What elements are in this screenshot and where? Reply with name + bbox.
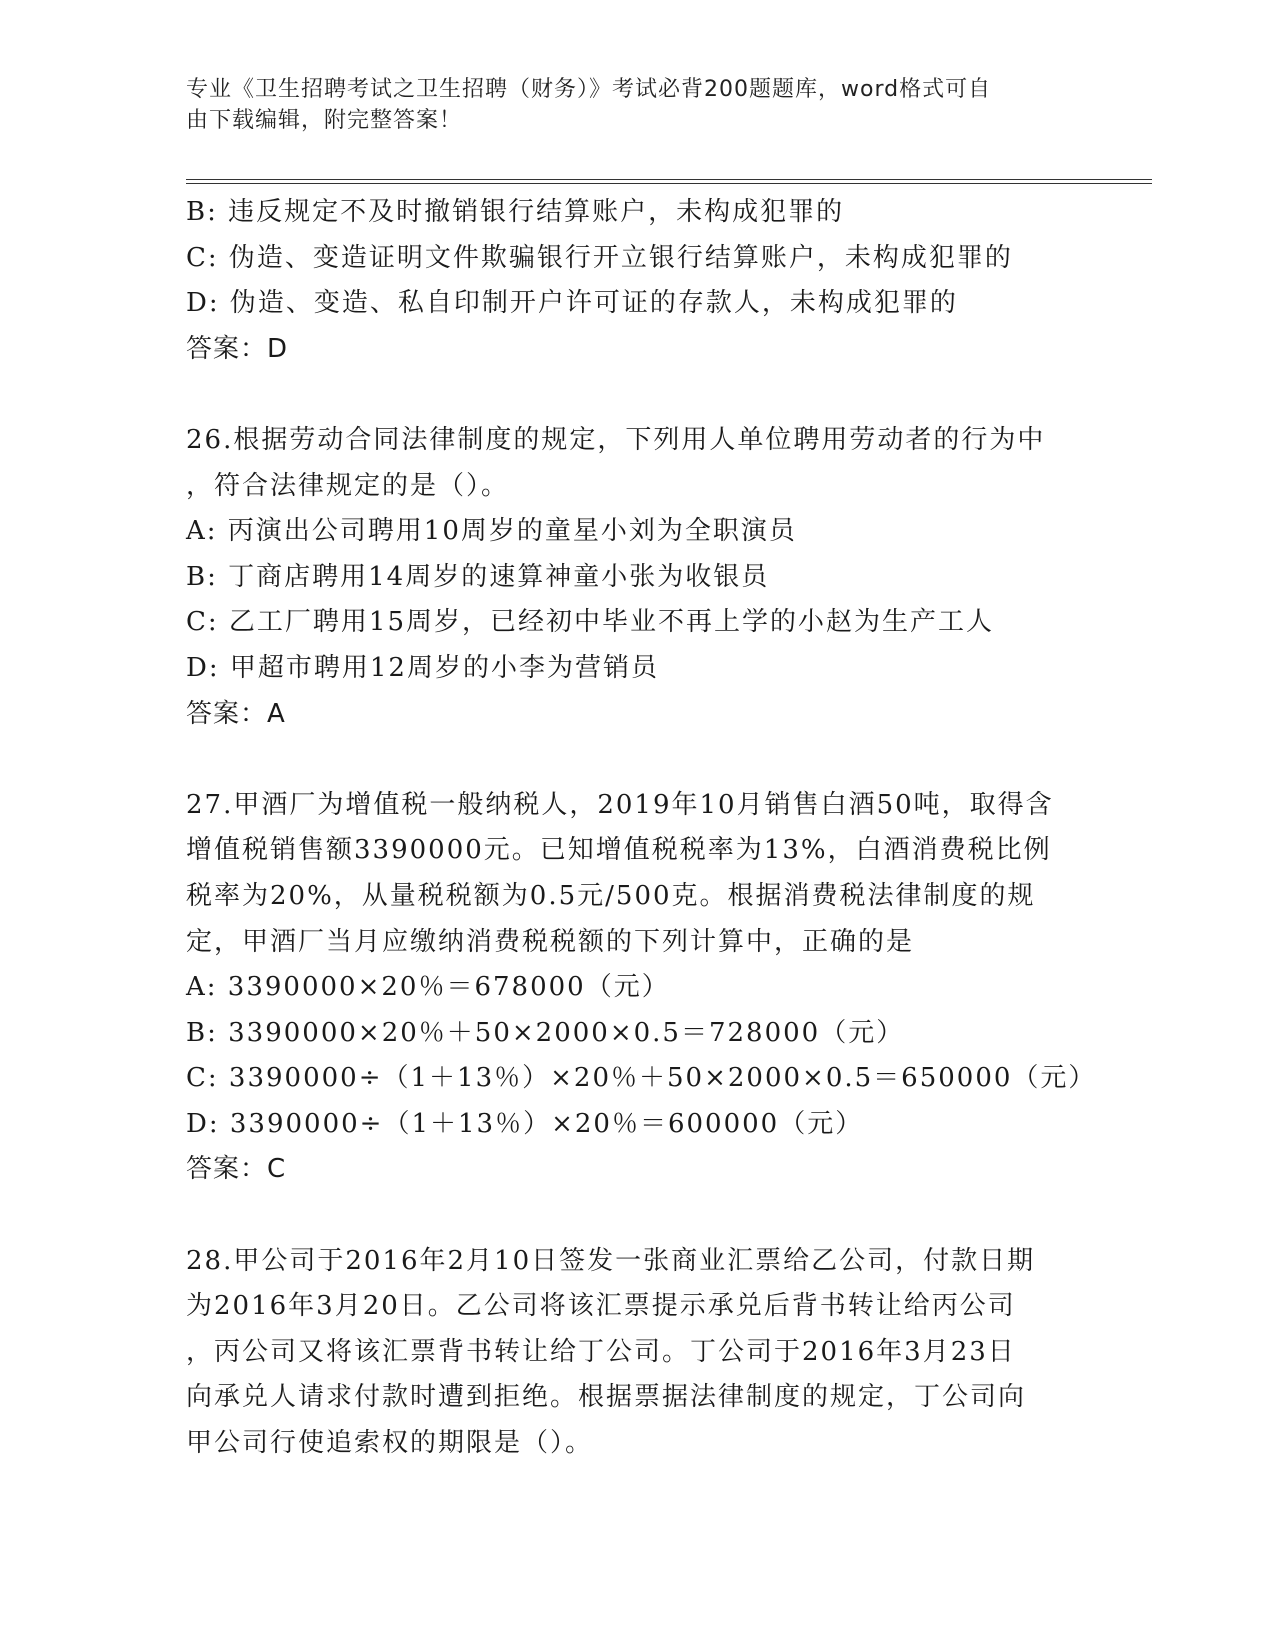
q26-option-c: C: 乙工厂聘用15周岁，已经初中毕业不再上学的小赵为生产工人 xyxy=(186,607,995,638)
q25-option-c: C: 伪造、变造证明文件欺骗银行开立银行结算账户，未构成犯罪的 xyxy=(186,242,1013,273)
question-27 xyxy=(186,783,1097,1193)
q26-option-a: A: 丙演出公司聘用10周岁的童星小刘为全职演员 xyxy=(186,516,797,547)
q27-stem-line-2: 增值税销售额3390000元。已知增值税税率为13%，白酒消费税比例 xyxy=(186,835,1052,866)
q27-option-d: D: 3390000÷（1＋13％）×20％＝600000（元） xyxy=(186,1108,864,1139)
spacer xyxy=(186,372,1086,418)
q25-answer: 答案：D xyxy=(186,333,289,364)
q27-answer: 答案：C xyxy=(186,1154,287,1185)
q26-option-d: D: 甲超市聘用12周岁的小李为营销员 xyxy=(186,652,659,683)
q27-option-a: A: 3390000×20％＝678000（元） xyxy=(186,972,670,1003)
q28-stem-line-3: ，丙公司又将该汇票背书转让给丁公司。丁公司于2016年3月23日 xyxy=(186,1336,1016,1367)
q27-option-c: C: 3390000÷（1＋13％）×20％＋50×2000×0.5＝650000（元） xyxy=(186,1063,1097,1094)
header-title-line-1: 专业《卫生招聘考试之卫生招聘（财务）》考试必背200题题库，word格式可自 xyxy=(186,77,992,102)
q25-option-d: D: 伪造、变造、私自印制开户许可证的存款人，未构成犯罪的 xyxy=(186,288,958,319)
spacer xyxy=(186,737,1086,783)
q27-stem-line-1: 27.甲酒厂为增值税一般纳税人，2019年10月销售白酒50吨，取得含 xyxy=(186,789,1054,820)
q27-stem-line-3: 税率为20%，从量税税额为0.5元/500克。根据消费税法律制度的规 xyxy=(186,880,1036,911)
spacer xyxy=(186,1193,1086,1239)
q27-stem-line-4: 定，甲酒厂当月应缴纳消费税税额的下列计算中，正确的是 xyxy=(186,926,915,957)
question-content xyxy=(186,190,1097,1467)
header-divider-top xyxy=(186,179,1152,180)
q28-stem-line-5: 甲公司行使追索权的期限是（）。 xyxy=(186,1428,594,1459)
q26-option-b: B: 丁商店聘用14周岁的速算神童小张为收银员 xyxy=(186,561,770,592)
q26-stem-line-1: 26.根据劳动合同法律制度的规定，下列用人单位聘用劳动者的行为中 xyxy=(186,424,1046,455)
q28-stem-line-2: 为2016年3月20日。乙公司将该汇票提示承兑后背书转让给丙公司 xyxy=(186,1291,1016,1322)
question-25 xyxy=(186,190,1086,372)
q28-stem-line-4: 向承兑人请求付款时遭到拒绝。根据票据法律制度的规定，丁公司向 xyxy=(186,1382,1027,1413)
header-title-line-2: 由下载编辑，附完整答案！ xyxy=(186,108,463,133)
q26-stem-line-2: ，符合法律规定的是（）。 xyxy=(186,470,510,501)
question-26 xyxy=(186,418,1086,737)
q25-option-b: B: 违反规定不及时撤销银行结算账户，未构成犯罪的 xyxy=(186,197,845,227)
q27-option-b: B: 3390000×20％＋50×2000×0.5＝728000（元） xyxy=(186,1017,905,1048)
question-28 xyxy=(186,1239,1086,1467)
q26-answer: 答案：A xyxy=(186,698,286,729)
header-divider-bottom xyxy=(186,183,1152,184)
q28-stem-line-1: 28.甲公司于2016年2月10日签发一张商业汇票给乙公司，付款日期 xyxy=(186,1245,1036,1276)
document-header xyxy=(186,74,1066,136)
